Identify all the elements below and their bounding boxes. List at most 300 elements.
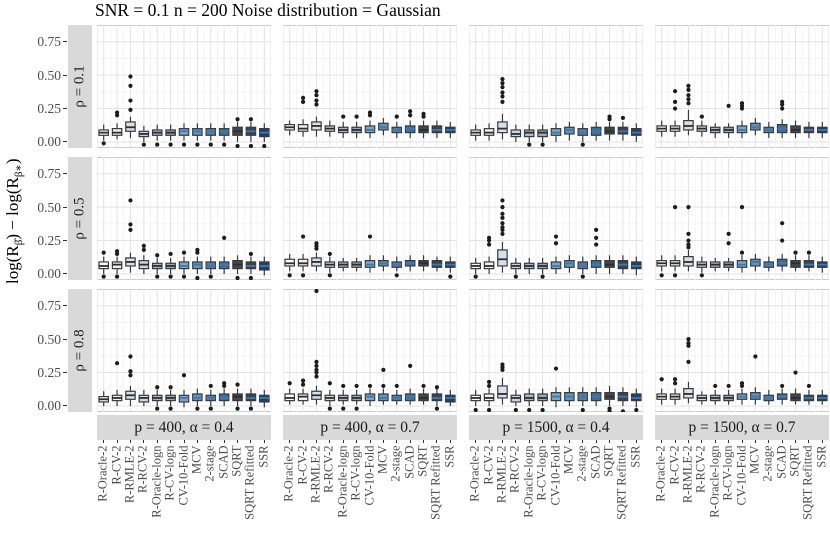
outlier-dot — [222, 236, 226, 240]
outlier-dot — [115, 249, 119, 253]
x-tick-label: SCAD — [588, 445, 603, 479]
outlier-dot — [249, 407, 253, 411]
x-tick-mark — [130, 440, 131, 443]
outlier-dot — [355, 114, 359, 118]
outlier-dot — [500, 221, 504, 225]
x-tick-mark — [701, 440, 702, 443]
outlier-dot — [740, 250, 744, 254]
box-iqr — [498, 122, 507, 133]
x-tick-mark — [143, 440, 144, 443]
outlier-dot — [500, 205, 504, 209]
outlier-dot — [341, 114, 345, 118]
x-tick-mark — [289, 440, 290, 443]
outlier-dot — [474, 408, 478, 412]
outlier-dot — [581, 143, 585, 147]
y-tick-label: 0.50 — [37, 199, 61, 215]
x-tick-mark — [742, 440, 743, 443]
x-tick-mark — [728, 440, 729, 443]
outlier-dot — [381, 384, 385, 388]
box-iqr — [498, 386, 507, 398]
outlier-dot — [235, 276, 239, 280]
outlier-dot — [195, 407, 199, 411]
outlier-dot — [514, 275, 518, 279]
x-tick-label: R-RCV-2 — [135, 445, 150, 493]
x-tick-mark — [103, 440, 104, 443]
outlier-dot — [487, 236, 491, 240]
y-tick-label: 0.75 — [37, 298, 61, 314]
outlier-dot — [128, 74, 132, 78]
x-tick-mark — [396, 440, 397, 443]
outlier-dot — [328, 273, 332, 277]
x-tick-label: SQRT Refitted — [242, 445, 257, 520]
panel-canvas — [655, 157, 829, 280]
outlier-dot — [341, 384, 345, 388]
x-tick-label: R-Oracle-2 — [653, 445, 668, 502]
x-tick-mark — [224, 440, 225, 443]
x-tick-mark — [197, 440, 198, 443]
row-facet-label: ρ = 0.5 — [71, 197, 88, 240]
outlier-dot — [209, 384, 213, 388]
outlier-dot — [740, 101, 744, 105]
outlier-dot — [740, 381, 744, 385]
outlier-dot — [209, 407, 213, 411]
outlier-dot — [527, 143, 531, 147]
x-tick-mark — [569, 440, 570, 443]
outlier-dot — [301, 234, 305, 238]
x-tick-mark — [822, 440, 823, 443]
row-facet-label: ρ = 0.1 — [71, 65, 88, 108]
outlier-dot — [222, 381, 226, 385]
outlier-dot — [395, 384, 399, 388]
y-tick-label: 0.25 — [37, 101, 61, 117]
x-tick-mark — [609, 440, 610, 443]
outlier-dot — [554, 241, 558, 245]
x-tick-label: MCV — [375, 445, 390, 474]
x-tick-label: SQRT — [415, 445, 430, 477]
x-tick-mark — [303, 440, 304, 443]
x-tick-mark — [210, 440, 211, 443]
outlier-dot — [142, 248, 146, 252]
outlier-dot — [500, 81, 504, 85]
x-tick-mark — [316, 440, 317, 443]
y-tick-mark — [63, 240, 67, 241]
outlier-dot — [500, 362, 504, 366]
outlier-dot — [500, 232, 504, 236]
outlier-dot — [301, 100, 305, 104]
outlier-dot — [807, 250, 811, 254]
x-tick-mark — [596, 440, 597, 443]
outlier-dot — [142, 244, 146, 248]
panel-canvas — [283, 289, 457, 412]
panel-canvas — [469, 157, 643, 280]
y-tick-label: 0.75 — [37, 166, 61, 182]
x-tick-label: R-RMLE-2 — [680, 445, 695, 503]
outlier-dot — [740, 205, 744, 209]
x-tick-mark — [436, 440, 437, 443]
outlier-dot — [793, 250, 797, 254]
x-tick-mark — [343, 440, 344, 443]
outlier-dot — [314, 89, 318, 93]
outlier-dot — [753, 354, 757, 358]
outlier-dot — [686, 360, 690, 364]
outlier-dot — [102, 141, 106, 145]
x-tick-mark — [529, 440, 530, 443]
x-tick-mark — [157, 440, 158, 443]
y-tick-label: 0.25 — [37, 365, 61, 381]
row-facet-strip — [68, 289, 92, 412]
x-tick-label: CV-10-Fold — [176, 445, 190, 505]
outlier-dot — [169, 407, 173, 411]
outlier-dot — [686, 101, 690, 105]
outlier-dot — [581, 408, 585, 412]
x-tick-mark — [423, 440, 424, 443]
outlier-dot — [487, 408, 491, 412]
outlier-dot — [500, 198, 504, 202]
outlier-dot — [128, 98, 132, 102]
col-facet-strip: p = 1500, α = 0.4 — [469, 415, 643, 440]
outlier-dot — [314, 289, 318, 293]
outlier-dot — [249, 144, 253, 148]
outlier-dot — [793, 370, 797, 374]
x-tick-label: SQRT — [787, 445, 802, 477]
x-tick-label: R-CV-logn — [534, 445, 549, 501]
x-tick-mark — [556, 440, 557, 443]
y-tick-mark — [63, 75, 67, 76]
outlier-dot — [673, 205, 677, 209]
outlier-dot — [301, 96, 305, 100]
y-tick-label: 0.00 — [37, 134, 61, 150]
y-tick-label: 0.50 — [37, 331, 61, 347]
x-tick-label: R-Oracle-logn — [149, 445, 164, 518]
outlier-dot — [195, 143, 199, 147]
y-tick-label: 0.00 — [37, 398, 61, 414]
outlier-dot — [368, 234, 372, 238]
x-tick-label: R-CV-2 — [481, 445, 496, 485]
outlier-dot — [594, 228, 598, 232]
outlier-dot — [128, 84, 132, 88]
x-tick-label: R-CV-2 — [667, 445, 682, 485]
outlier-dot — [301, 382, 305, 386]
outlier-dot — [169, 275, 173, 279]
outlier-dot — [713, 384, 717, 388]
outlier-dot — [128, 108, 132, 112]
panel-canvas — [655, 25, 829, 148]
outlier-dot — [500, 94, 504, 98]
x-tick-label: R-Oracle-2 — [95, 445, 110, 502]
x-tick-label: R-RMLE-2 — [308, 445, 323, 503]
x-tick-label: MCV — [561, 445, 576, 474]
x-tick-label: R-RMLE-2 — [122, 445, 137, 503]
outlier-dot — [594, 236, 598, 240]
outlier-dot — [673, 381, 677, 385]
y-axis-label: $\log(R_{\betâ}) - \log(R_{\beta∗})$ — [2, 158, 26, 284]
x-tick-label: CV-10-Fold — [362, 445, 376, 505]
facet-panel-r2c1 — [283, 289, 457, 412]
y-tick-mark — [63, 305, 67, 306]
panel-canvas — [97, 157, 271, 280]
outlier-dot — [435, 385, 439, 389]
x-tick-mark — [383, 440, 384, 443]
plot-title: SNR = 0.1 n = 200 Noise distribution = Gaussian — [95, 0, 441, 20]
x-tick-label: R-CV-2 — [295, 445, 310, 485]
x-tick-mark — [542, 440, 543, 443]
outlier-dot — [288, 273, 292, 277]
x-tick-label: MCV — [747, 445, 762, 474]
outlier-dot — [500, 225, 504, 229]
outlier-dot — [500, 216, 504, 220]
outlier-dot — [700, 114, 704, 118]
x-tick-mark — [755, 440, 756, 443]
outlier-dot — [487, 384, 491, 388]
outlier-dot — [328, 252, 332, 256]
col-facet-strip: p = 400, α = 0.7 — [283, 415, 457, 440]
outlier-dot — [541, 408, 545, 412]
box-iqr — [498, 250, 507, 266]
outlier-dot — [594, 242, 598, 246]
y-tick-mark — [63, 173, 67, 174]
outlier-dot — [660, 377, 664, 381]
x-tick-label: R-Oracle-logn — [521, 445, 536, 518]
panel-canvas — [283, 157, 457, 280]
panel-canvas — [469, 25, 643, 148]
outlier-dot — [341, 407, 345, 411]
outlier-dot — [314, 93, 318, 97]
x-tick-label: SSR — [628, 445, 643, 468]
outlier-dot — [673, 106, 677, 110]
facet-panel-r1c2 — [469, 157, 643, 280]
outlier-dot — [115, 275, 119, 279]
outlier-dot — [686, 341, 690, 345]
outlier-dot — [408, 109, 412, 113]
outlier-dot — [634, 408, 638, 412]
outlier-dot — [700, 273, 704, 277]
x-tick-label: R-CV-2 — [109, 445, 124, 485]
x-tick-label: SQRT — [601, 445, 616, 477]
facet-panel-r1c1 — [283, 157, 457, 280]
outlier-dot — [209, 143, 213, 147]
outlier-dot — [368, 384, 372, 388]
facet-panel-r0c0 — [97, 25, 271, 148]
outlier-dot — [395, 273, 399, 277]
y-tick-mark — [63, 141, 67, 142]
outlier-dot — [780, 221, 784, 225]
outlier-dot — [686, 97, 690, 101]
outlier-dot — [686, 337, 690, 341]
outlier-dot — [673, 273, 677, 277]
outlier-dot — [128, 198, 132, 202]
outlier-dot — [500, 90, 504, 94]
outlier-dot — [155, 407, 159, 411]
outlier-dot — [235, 382, 239, 386]
outlier-dot — [182, 373, 186, 377]
x-tick-label: MCV — [189, 445, 204, 474]
x-tick-label: R-RCV-2 — [507, 445, 522, 493]
outlier-dot — [314, 364, 318, 368]
outlier-dot — [448, 275, 452, 279]
outlier-dot — [195, 276, 199, 280]
outlier-dot — [487, 242, 491, 246]
x-tick-mark — [782, 440, 783, 443]
outlier-dot — [487, 380, 491, 384]
x-tick-mark — [184, 440, 185, 443]
col-facet-strip: p = 400, α = 0.4 — [97, 415, 271, 440]
outlier-dot — [673, 89, 677, 93]
x-tick-mark — [636, 440, 637, 443]
outlier-dot — [686, 232, 690, 236]
y-tick-mark — [63, 207, 67, 208]
outlier-dot — [474, 275, 478, 279]
outlier-dot — [314, 360, 318, 364]
outlier-dot — [235, 144, 239, 148]
x-tick-label: SQRT — [229, 445, 244, 477]
x-tick-label: CV-10-Fold — [734, 445, 748, 505]
outlier-dot — [155, 253, 159, 257]
x-tick-label: SCAD — [216, 445, 231, 479]
x-tick-label: SCAD — [774, 445, 789, 479]
facet-panel-r1c0 — [97, 157, 271, 280]
outlier-dot — [195, 248, 199, 252]
x-tick-label: SSR — [256, 445, 271, 468]
outlier-dot — [780, 100, 784, 104]
y-tick-label: 0.00 — [37, 266, 61, 282]
outlier-dot — [686, 93, 690, 97]
outlier-dot — [155, 143, 159, 147]
outlier-dot — [128, 222, 132, 226]
x-tick-label: R-Oracle-2 — [281, 445, 296, 502]
outlier-dot — [500, 100, 504, 104]
x-tick-label: SQRT Refitted — [428, 445, 443, 520]
outlier-dot — [554, 234, 558, 238]
outlier-dot — [314, 368, 318, 372]
outlier-dot — [155, 385, 159, 389]
outlier-dot — [727, 384, 731, 388]
x-tick-label: R-CV-logn — [162, 445, 177, 501]
outlier-dot — [581, 275, 585, 279]
x-tick-mark — [489, 440, 490, 443]
outlier-dot — [421, 384, 425, 388]
outlier-dot — [249, 252, 253, 256]
outlier-dot — [328, 381, 332, 385]
x-tick-mark — [356, 440, 357, 443]
x-tick-mark — [622, 440, 623, 443]
outlier-dot — [102, 275, 106, 279]
outlier-dot — [727, 241, 731, 245]
x-tick-label: R-CV-logn — [720, 445, 735, 501]
facet-panel-r1c3 — [655, 157, 829, 280]
x-tick-label: SSR — [442, 445, 457, 468]
outlier-dot — [182, 143, 186, 147]
outlier-dot — [527, 408, 531, 412]
x-tick-label: SSR — [814, 445, 829, 468]
outlier-dot — [686, 88, 690, 92]
outlier-dot — [288, 381, 292, 385]
panel-canvas — [97, 25, 271, 148]
outlier-dot — [673, 377, 677, 381]
outlier-dot — [686, 205, 690, 209]
outlier-dot — [500, 77, 504, 81]
x-tick-mark — [237, 440, 238, 443]
outlier-dot — [541, 275, 545, 279]
panel-canvas — [283, 25, 457, 148]
facet-panel-r0c2 — [469, 25, 643, 148]
row-facet-label: ρ = 0.8 — [71, 329, 88, 372]
outlier-dot — [182, 250, 186, 254]
outlier-dot — [395, 114, 399, 118]
x-tick-label: SQRT Refitted — [800, 445, 815, 520]
x-tick-label: R-RCV-2 — [693, 445, 708, 493]
x-tick-mark — [808, 440, 809, 443]
outlier-dot — [435, 407, 439, 411]
outlier-dot — [780, 384, 784, 388]
outlier-dot — [169, 385, 173, 389]
x-tick-label: 2-stage — [202, 445, 217, 482]
x-tick-mark — [410, 440, 411, 443]
outlier-dot — [102, 250, 106, 254]
y-tick-label: 0.50 — [37, 67, 61, 83]
x-tick-mark — [795, 440, 796, 443]
x-tick-mark — [475, 440, 476, 443]
x-tick-label: R-RMLE-2 — [494, 445, 509, 503]
outlier-dot — [355, 407, 359, 411]
outlier-dot — [249, 276, 253, 280]
outlier-dot — [686, 242, 690, 246]
x-tick-label: 2-stage — [760, 445, 775, 482]
x-tick-mark — [582, 440, 583, 443]
x-tick-label: R-Oracle-2 — [467, 445, 482, 502]
outlier-dot — [169, 252, 173, 256]
x-tick-label: CV-10-Fold — [548, 445, 562, 505]
y-tick-label: 0.25 — [37, 233, 61, 249]
outlier-dot — [301, 273, 305, 277]
outlier-dot — [155, 275, 159, 279]
outlier-dot — [328, 407, 332, 411]
outlier-dot — [660, 273, 664, 277]
panel-canvas — [97, 289, 271, 412]
y-tick-label: 0.75 — [37, 34, 61, 50]
outlier-dot — [115, 110, 119, 114]
x-tick-mark — [250, 440, 251, 443]
outlier-dot — [182, 275, 186, 279]
y-tick-mark — [63, 108, 67, 109]
facet-panel-r2c0 — [97, 289, 271, 412]
outlier-dot — [368, 110, 372, 114]
outlier-dot — [780, 106, 784, 110]
x-tick-label: R-Oracle-logn — [335, 445, 350, 518]
x-tick-mark — [370, 440, 371, 443]
x-tick-mark — [502, 440, 503, 443]
outlier-dot — [500, 85, 504, 89]
outlier-dot — [128, 373, 132, 377]
facet-panel-r2c2 — [469, 289, 643, 412]
x-tick-mark — [450, 440, 451, 443]
facet-panel-r0c3 — [655, 25, 829, 148]
x-tick-mark — [675, 440, 676, 443]
x-tick-label: 2-stage — [388, 445, 403, 482]
outlier-dot — [222, 143, 226, 147]
outlier-dot — [314, 102, 318, 106]
outlier-dot — [355, 384, 359, 388]
outlier-dot — [541, 143, 545, 147]
x-tick-mark — [117, 440, 118, 443]
panel-canvas — [469, 289, 643, 412]
x-tick-mark — [688, 440, 689, 443]
outlier-dot — [554, 366, 558, 370]
outlier-dot — [314, 98, 318, 102]
outlier-dot — [780, 238, 784, 242]
outlier-dot — [235, 407, 239, 411]
y-tick-mark — [63, 41, 67, 42]
outlier-dot — [686, 238, 690, 242]
